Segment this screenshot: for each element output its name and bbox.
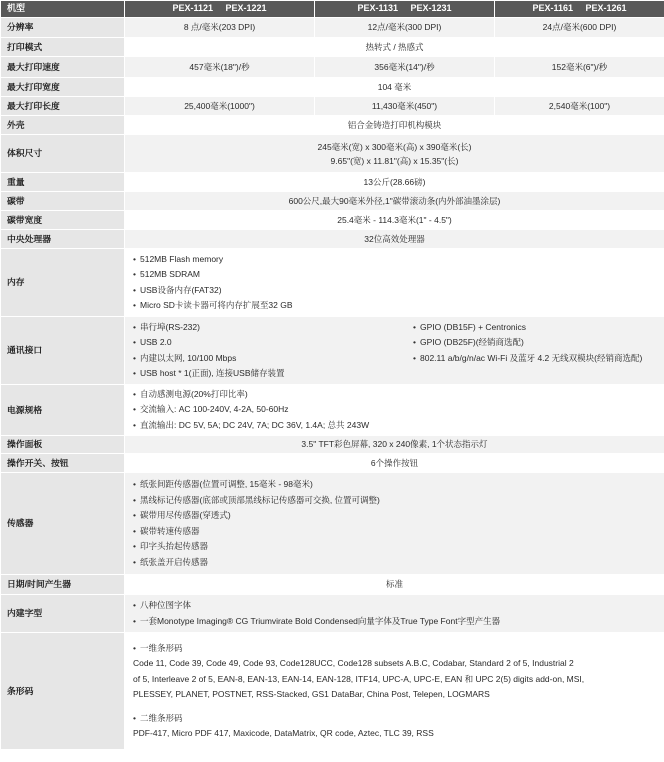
list-item: • 一套Monotype Imaging® CG Triumvirate Bold Condensed向量字体及True Type Font字型产生器 [133, 614, 660, 630]
dimensions-value [125, 135, 664, 173]
label-interfaces: 通讯接口 [1, 317, 125, 385]
list-item: • 交流输入: AC 100-240V, 4-2A, 50-60Hz [133, 402, 660, 418]
list-item: • USB 2.0 [133, 335, 413, 351]
list-item: • 串行埠(RS-232) [133, 320, 413, 336]
row-max-speed [1, 57, 664, 78]
dimensions-imperial: 9.65"(宽) x 11.81"(高) x 15.35"(长) [330, 155, 459, 166]
row-interfaces [1, 317, 664, 385]
header-label: 机型 [1, 1, 125, 18]
list-item: • GPIO (DB15F) + Centronics [413, 320, 660, 336]
barcode-1d-title: • 一维条形码 [133, 641, 660, 657]
row-panel [1, 436, 664, 454]
row-ribbon [1, 192, 664, 211]
list-item: • 印字头抬起传感器 [133, 539, 660, 555]
memory-list [125, 249, 664, 317]
cpu-value: 32位高效处理器 [125, 230, 664, 249]
label-panel: 操作面板 [1, 436, 125, 454]
ribbon-width-value: 25.4毫米 - 114.3毫米(1" - 4.5") [125, 211, 664, 230]
model-group-1: PEX-1121 PEX-1221 [125, 1, 315, 18]
label-housing: 外壳 [1, 116, 125, 135]
print-mode-value: 热转式 / 热感式 [125, 38, 664, 57]
header-row [1, 1, 664, 18]
barcode-2d-line: PDF-417, Micro PDF 417, Maxicode, DataMatrix, QR code, Aztec, TLC 39, RSS [133, 728, 434, 738]
row-weight [1, 173, 664, 192]
barcode-1d-line: of 5, Interleave 2 of 5, EAN-8, EAN-13, EAN-14, EAN-128, ITF14, UPC-A, UPC-E, EAN 和 UPC 2(5) digits add-on, MSI, [133, 673, 585, 684]
row-power [1, 385, 664, 436]
list-item: • 纸张间距传感器(位置可调整, 15毫米 - 98毫米) [133, 477, 660, 493]
list-item: • Micro SD卡读卡器可将内存扩展至32 GB [133, 298, 660, 314]
resolution-value-2: 12点/毫米(300 DPI) [315, 18, 495, 38]
max-length-value-3: 2,540毫米(100") [495, 97, 664, 116]
label-sensors: 传感器 [1, 473, 125, 575]
row-dimensions [1, 135, 664, 173]
row-resolution [1, 18, 664, 38]
label-max-width: 最大打印宽度 [1, 78, 125, 97]
label-print-mode: 打印模式 [1, 38, 125, 57]
weight-value: 13公斤(28.66磅) [125, 173, 664, 192]
list-item: • 纸张盖开启传感器 [133, 555, 660, 571]
label-resolution: 分辨率 [1, 18, 125, 38]
label-clock: 日期/时间产生器 [1, 575, 125, 595]
list-item: • 512MB Flash memory [133, 252, 660, 268]
barcode-1d-line: PLESSEY, PLANET, POSTNET, RSS-Stacked, GS1 DataBar, China Post, Telepen, LOGMARS [133, 689, 490, 699]
list-item: • 802.11 a/b/g/n/ac Wi-Fi 及蓝牙 4.2 无线双模块(经销商选配) [413, 351, 660, 367]
max-speed-value-2: 356毫米(14")/秒 [315, 57, 495, 78]
list-item: • 自动感测电源(20%打印比率) [133, 387, 660, 403]
power-list [125, 385, 664, 436]
buttons-value: 6个操作按钮 [125, 454, 664, 473]
row-housing [1, 116, 664, 135]
row-cpu [1, 230, 664, 249]
label-ribbon: 碳带 [1, 192, 125, 211]
resolution-value-3: 24点/毫米(600 DPI) [495, 18, 664, 38]
label-buttons: 操作开关、按钮 [1, 454, 125, 473]
list-item: • 直流输出: DC 5V, 5A; DC 24V, 7A; DC 36V, 1.4A; 总共 243W [133, 418, 660, 434]
label-power: 电源规格 [1, 385, 125, 436]
list-item: • USB host * 1(正面), 连接USB储存装置 [133, 366, 413, 382]
fonts-list [125, 595, 664, 633]
label-max-speed: 最大打印速度 [1, 57, 125, 78]
label-memory: 内存 [1, 249, 125, 317]
model-group-3: PEX-1161 PEX-1261 [495, 1, 664, 18]
label-cpu: 中央处理器 [1, 230, 125, 249]
max-length-value-2: 11,430毫米(450") [315, 97, 495, 116]
row-ribbon-width [1, 211, 664, 230]
row-memory [1, 249, 664, 317]
sensors-list [125, 473, 664, 575]
barcode-1d-line: Code 11, Code 39, Code 49, Code 93, Code128UCC, Code128 subsets A.B.C, Codabar, Standard 2 of 5, Industrial 2 [133, 658, 574, 668]
max-speed-value-3: 152毫米(6")/秒 [495, 57, 664, 78]
resolution-value-1: 8 点/毫米(203 DPI) [125, 18, 315, 38]
max-length-value-1: 25,400毫米(1000") [125, 97, 315, 116]
model-group-2: PEX-1131 PEX-1231 [315, 1, 495, 18]
label-dimensions: 体积尺寸 [1, 135, 125, 173]
interfaces-list [125, 317, 664, 385]
row-sensors [1, 473, 664, 575]
list-item: • GPIO (DB25F)(经销商选配) [413, 335, 660, 351]
dimensions-metric: 245毫米(宽) x 300毫米(高) x 390毫米(长) [317, 141, 472, 152]
row-barcodes [1, 633, 664, 750]
label-max-length: 最大打印长度 [1, 97, 125, 116]
ribbon-value: 600公尺,最大90毫米外径,1"碳带滚动条(内外部油墨涂层) [125, 192, 664, 211]
list-item: • USB设备内存(FAT32) [133, 283, 660, 299]
spacer [133, 703, 660, 711]
barcodes-list [125, 633, 664, 750]
list-item: • 八种位图字体 [133, 598, 660, 614]
row-max-length [1, 97, 664, 116]
max-speed-value-1: 457毫米(18")/秒 [125, 57, 315, 78]
barcode-2d-title: • 二维条形码 [133, 711, 660, 727]
label-fonts: 内建字型 [1, 595, 125, 633]
list-item: • 内建以太网, 10/100 Mbps [133, 351, 413, 367]
clock-value: 标准 [125, 575, 664, 595]
list-item: • 512MB SDRAM [133, 267, 660, 283]
row-max-width [1, 78, 664, 97]
row-buttons [1, 454, 664, 473]
label-weight: 重量 [1, 173, 125, 192]
row-print-mode [1, 38, 664, 57]
label-barcodes: 条形码 [1, 633, 125, 750]
list-item: • 碳带转速传感器 [133, 524, 660, 540]
housing-value: 铝合金铸造打印机构模块 [125, 116, 664, 135]
label-ribbon-width: 碳带宽度 [1, 211, 125, 230]
list-item: • 黑线标记传感器(底部或顶部黑线标记传感器可交换, 位置可调整) [133, 493, 660, 509]
row-fonts [1, 595, 664, 633]
list-item: • 碳带用尽传感器(穿透式) [133, 508, 660, 524]
panel-value: 3.5" TFT彩色屏幕, 320 x 240像素, 1个状态指示灯 [125, 436, 664, 454]
row-clock [1, 575, 664, 595]
max-width-value: 104 毫米 [125, 78, 664, 97]
